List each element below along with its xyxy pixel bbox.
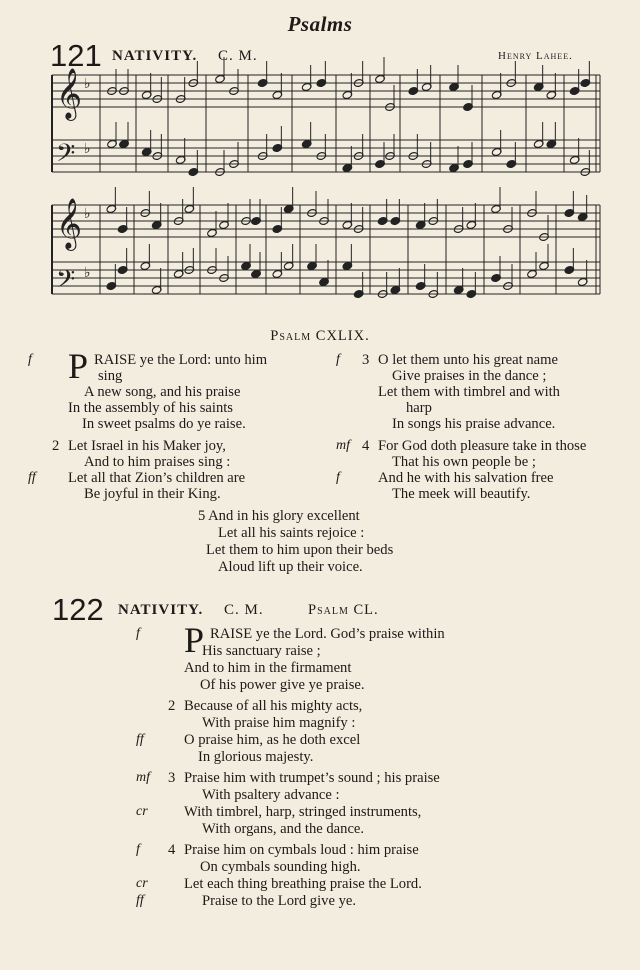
- verse-line: With psaltery advance :: [202, 787, 340, 803]
- verse-line: O praise him, as he doth excel: [184, 732, 361, 748]
- flat-icon: ♭: [84, 76, 91, 92]
- verse-line: With praise him magnify :: [202, 715, 356, 731]
- verse-line: That his own people be ;: [392, 454, 536, 470]
- verse-number: 4: [168, 842, 176, 858]
- verse-line: Let all that Zion’s children are: [68, 470, 246, 486]
- verse-line: With organs, and the dance.: [202, 821, 365, 837]
- verse-line: Praise him on cymbals loud : him praise: [184, 842, 419, 858]
- dynamic-marking: ff: [28, 470, 36, 485]
- verse-line: In glorious majesty.: [198, 749, 314, 765]
- verse-line: Praise him with trumpet’s sound ; his praise: [184, 770, 440, 786]
- flat-icon: ♭: [84, 141, 91, 157]
- music-score: [0, 0, 640, 320]
- verse-line: In songs his praise advance.: [392, 416, 556, 432]
- treble-clef-icon: 𝄞: [56, 68, 83, 119]
- dynamic-marking: cr: [136, 876, 148, 891]
- verse-line: RAISE ye the Lord. God’s praise within: [210, 626, 445, 642]
- verse-line: Because of all his mighty acts,: [184, 698, 363, 714]
- dynamic-marking: cr: [136, 804, 148, 819]
- verse-line: O let them unto his great name: [378, 352, 558, 368]
- drop-cap: P: [184, 620, 205, 660]
- drop-cap: P: [68, 346, 89, 386]
- verse-line: harp: [406, 400, 432, 416]
- hymn-121-tune: NATIVITY.: [112, 48, 198, 64]
- verse-number: 2: [52, 438, 60, 454]
- verse-line: Let them with timbrel and with: [378, 384, 560, 400]
- dynamic-marking: f: [136, 842, 140, 857]
- bass-clef-icon: 𝄢: [56, 139, 76, 174]
- hymn-122-psalm-title: Psalm CL.: [308, 602, 379, 618]
- dynamic-marking: mf: [336, 438, 350, 453]
- dynamic-marking: f: [336, 352, 340, 367]
- verse-number: 3: [168, 770, 176, 786]
- verse-line: Praise to the Lord give ye.: [202, 893, 357, 909]
- verse-line: In sweet psalms do ye raise.: [82, 416, 246, 432]
- verse-line: Let all his saints rejoice :: [218, 525, 365, 541]
- verse-number: 3: [362, 352, 370, 368]
- verse-line: Let each thing breathing praise the Lord.: [184, 876, 422, 892]
- verse-line: And to him in the firmament: [184, 660, 352, 676]
- verse-line: In the assembly of his saints: [68, 400, 233, 416]
- verse-line: 5 And in his glory excellent: [198, 508, 360, 524]
- hymn-122-meter: C. M.: [224, 602, 264, 618]
- hymn-121-number: 121: [50, 38, 102, 73]
- verse-line: And to him praises sing :: [84, 454, 231, 470]
- verse-line: Let Israel in his Maker joy,: [68, 438, 226, 454]
- verse-number: 4: [362, 438, 370, 454]
- dynamic-marking: f: [336, 470, 340, 485]
- verse-line: RAISE ye the Lord: unto him: [94, 352, 268, 368]
- dynamic-marking: ff: [136, 893, 144, 908]
- verse-number: 2: [168, 698, 176, 714]
- hymn-121-composer: Henry Lahee.: [498, 50, 573, 62]
- hymn-122-tune: NATIVITY.: [118, 602, 204, 618]
- verse-line: Let them to him upon their beds: [206, 542, 394, 558]
- hymn-122-number: 122: [52, 592, 104, 627]
- page-header: Psalms: [287, 12, 353, 36]
- verse-line: For God doth pleasure take in those: [378, 438, 587, 454]
- verse-line: With timbrel, harp, stringed instruments,: [184, 804, 422, 820]
- verse-line: The meek will beautify.: [392, 486, 531, 502]
- verse-line: A new song, and his praise: [84, 384, 241, 400]
- dynamic-marking: ff: [136, 732, 144, 747]
- verse-line: Be joyful in their King.: [84, 486, 221, 502]
- verse-line: Aloud lift up their voice.: [218, 559, 363, 575]
- hymn-121-psalm-title: Psalm CXLIX.: [270, 328, 370, 344]
- dynamic-marking: f: [136, 626, 140, 641]
- bass-clef-icon: 𝄢: [56, 265, 76, 300]
- verse-line: Of his power give ye praise.: [200, 677, 365, 693]
- dynamic-marking: f: [28, 352, 32, 367]
- flat-icon: ♭: [84, 206, 91, 222]
- treble-clef-icon: 𝄞: [56, 198, 83, 249]
- flat-icon: ♭: [84, 265, 91, 281]
- verse-line: sing: [98, 368, 123, 384]
- verse-line: Give praises in the dance ;: [392, 368, 547, 384]
- verse-line: On cymbals sounding high.: [200, 859, 361, 875]
- hymn-121-meter: C. M.: [218, 48, 258, 64]
- verse-line: And he with his salvation free: [378, 470, 554, 486]
- dynamic-marking: mf: [136, 770, 150, 785]
- verse-line: His sanctuary raise ;: [202, 643, 321, 659]
